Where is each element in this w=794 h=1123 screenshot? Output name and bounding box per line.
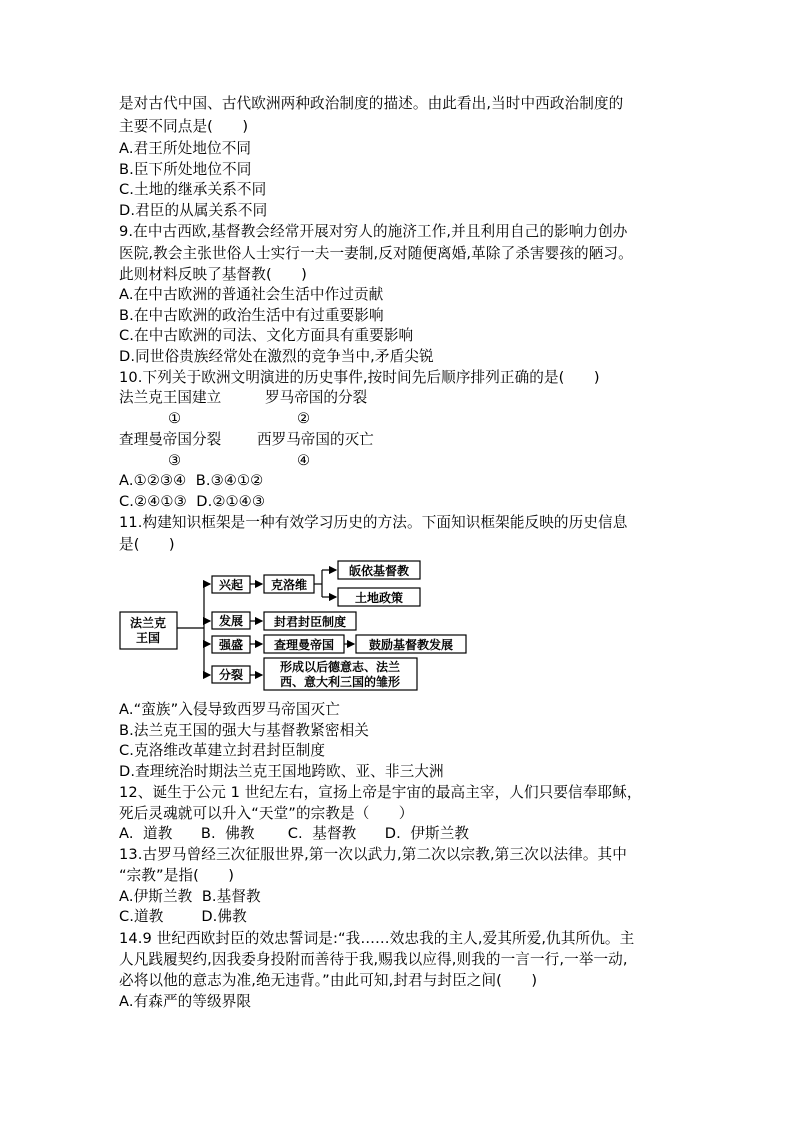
peak-item-label: 查理曼帝国	[273, 638, 335, 652]
q11-stem-line-1: 11.构建知识框架是一种有效学习历史的方法。下面知识框架能反映的历史信息	[119, 514, 628, 531]
root-label-line-2: 王国	[135, 631, 161, 645]
q11-option-d: D.查理统治时期法兰克王国地跨欧、亚、非三大洲	[119, 763, 444, 780]
q10-stem: 10.下列关于欧洲文明演进的历史事件,按时间先后顺序排列正确的是( )	[119, 369, 600, 386]
q11-option-a: A.“蛮族”入侵导致西罗马帝国灭亡	[119, 701, 340, 718]
peak-result-label: 鼓励基督教发展	[368, 638, 454, 652]
rise-person-label: 克洛维	[270, 578, 308, 592]
q10-event-2-label: 罗马帝国的分裂	[265, 389, 368, 406]
q8-option-c: C.土地的继承关系不同	[119, 181, 267, 198]
q10-event-4-label: 西罗马帝国的灭亡	[257, 431, 374, 448]
stage-peak-label: 强盛	[218, 638, 244, 652]
q8-stem-line-2: 主要不同点是( )	[119, 118, 249, 135]
split-item-line-2: 西、意大利三国的雏形	[279, 675, 401, 689]
split-item-line-1: 形成以后德意志、法兰	[279, 660, 401, 674]
q11-stem-line-2: 是( )	[119, 536, 175, 553]
q9-stem-line-1: 9.在中古西欧,基督教会经常开展对穷人的施济工作,并且利用自己的影响力创办	[119, 223, 628, 240]
rise-item-2-label: 土地政策	[354, 591, 404, 605]
q12-options: A. 道教 B. 佛教 C. 基督教 D. 伊斯兰教	[119, 825, 470, 842]
q12-stem-line-1: 12、诞生于公元 1 世纪左右，宣扬上帝是宇宙的最高主宰，人们只要信奉耶稣，	[119, 784, 642, 801]
q13-stem-line-1: 13.古罗马曾经三次征服世界,第一次以武力,第二次以宗教,第三次以法律。其中	[119, 846, 627, 863]
q14-option-a: A.有森严的等级界限	[119, 993, 252, 1010]
q9-option-a: A.在中古欧洲的普通社会生活中作过贡献	[119, 286, 384, 303]
q9-option-d: D.同世俗贵族经常处在激烈的竞争当中,矛盾尖锐	[119, 348, 434, 365]
rise-item-1-label: 皈依基督教	[348, 564, 410, 578]
q10-event-1-label: 法兰克王国建立	[119, 389, 222, 406]
q10-event-4-number: ④	[297, 452, 311, 469]
q8-option-b: B.臣下所处地位不同	[119, 161, 252, 178]
stage-development-label: 发展	[218, 614, 244, 628]
q14-stem-line-2: 人凡践履契约,因我委身投附而善待于我,赐我以应得,则我的一言一行,一举一动,	[119, 951, 628, 968]
q13-options-row-1: A.伊斯兰教 B.基督教	[119, 888, 261, 905]
q9-option-c: C.在中古欧洲的司法、文化方面具有重要影响	[119, 327, 414, 344]
stage-split-label: 分裂	[218, 668, 244, 682]
stage-rise-label: 兴起	[218, 578, 244, 592]
q8-stem-line-1: 是对古代中国、古代欧洲两种政治制度的描述。由此看出,当时中西政治制度的	[119, 95, 624, 112]
q11-option-c: C.克洛维改革建立封君封臣制度	[119, 742, 326, 759]
q8-option-d: D.君臣的从属关系不同	[119, 202, 268, 219]
q10-event-3-label: 查理曼帝国分裂	[119, 431, 222, 448]
q13-stem-line-2: “宗教”是指( )	[119, 867, 235, 884]
q10-options-row-1: A.①②③④ B.③④①②	[119, 472, 264, 489]
q10-options-row-2: C.②④①③ D.②①④③	[119, 493, 266, 510]
q12-stem-line-2: 死后灵魂就可以升入“天堂”的宗教是（ ）	[119, 805, 414, 822]
q10-event-1-number: ①	[168, 410, 182, 427]
q14-stem-line-1: 14.9 世纪西欧封臣的效忠誓词是:“我……效忠我的主人,爱其所爱,仇其所仇。主	[119, 930, 635, 947]
q9-option-b: B.在中古欧洲的政治生活中有过重要影响	[119, 307, 384, 324]
q11-option-b: B.法兰克王国的强大与基督教紧密相关	[119, 722, 369, 739]
root-label-line-1: 法兰克	[129, 616, 167, 630]
q10-event-3-number: ③	[168, 452, 182, 469]
q14-stem-line-3: 必将以他的意志为准,绝无违背。”由此可知,封君与封臣之间( )	[119, 972, 538, 989]
q9-stem-line-2: 医院,教会主张世俗人士实行一夫一妻制,反对随便离婚,革除了杀害婴孩的陋习。	[119, 245, 633, 262]
q13-options-row-2: C.道教 D.佛教	[119, 908, 247, 925]
q9-stem-line-3: 此则材料反映了基督教( )	[119, 266, 307, 283]
q8-option-a: A.君王所处地位不同	[119, 140, 252, 157]
develop-item-label: 封君封臣制度	[273, 615, 347, 629]
q10-event-2-number: ②	[297, 410, 311, 427]
